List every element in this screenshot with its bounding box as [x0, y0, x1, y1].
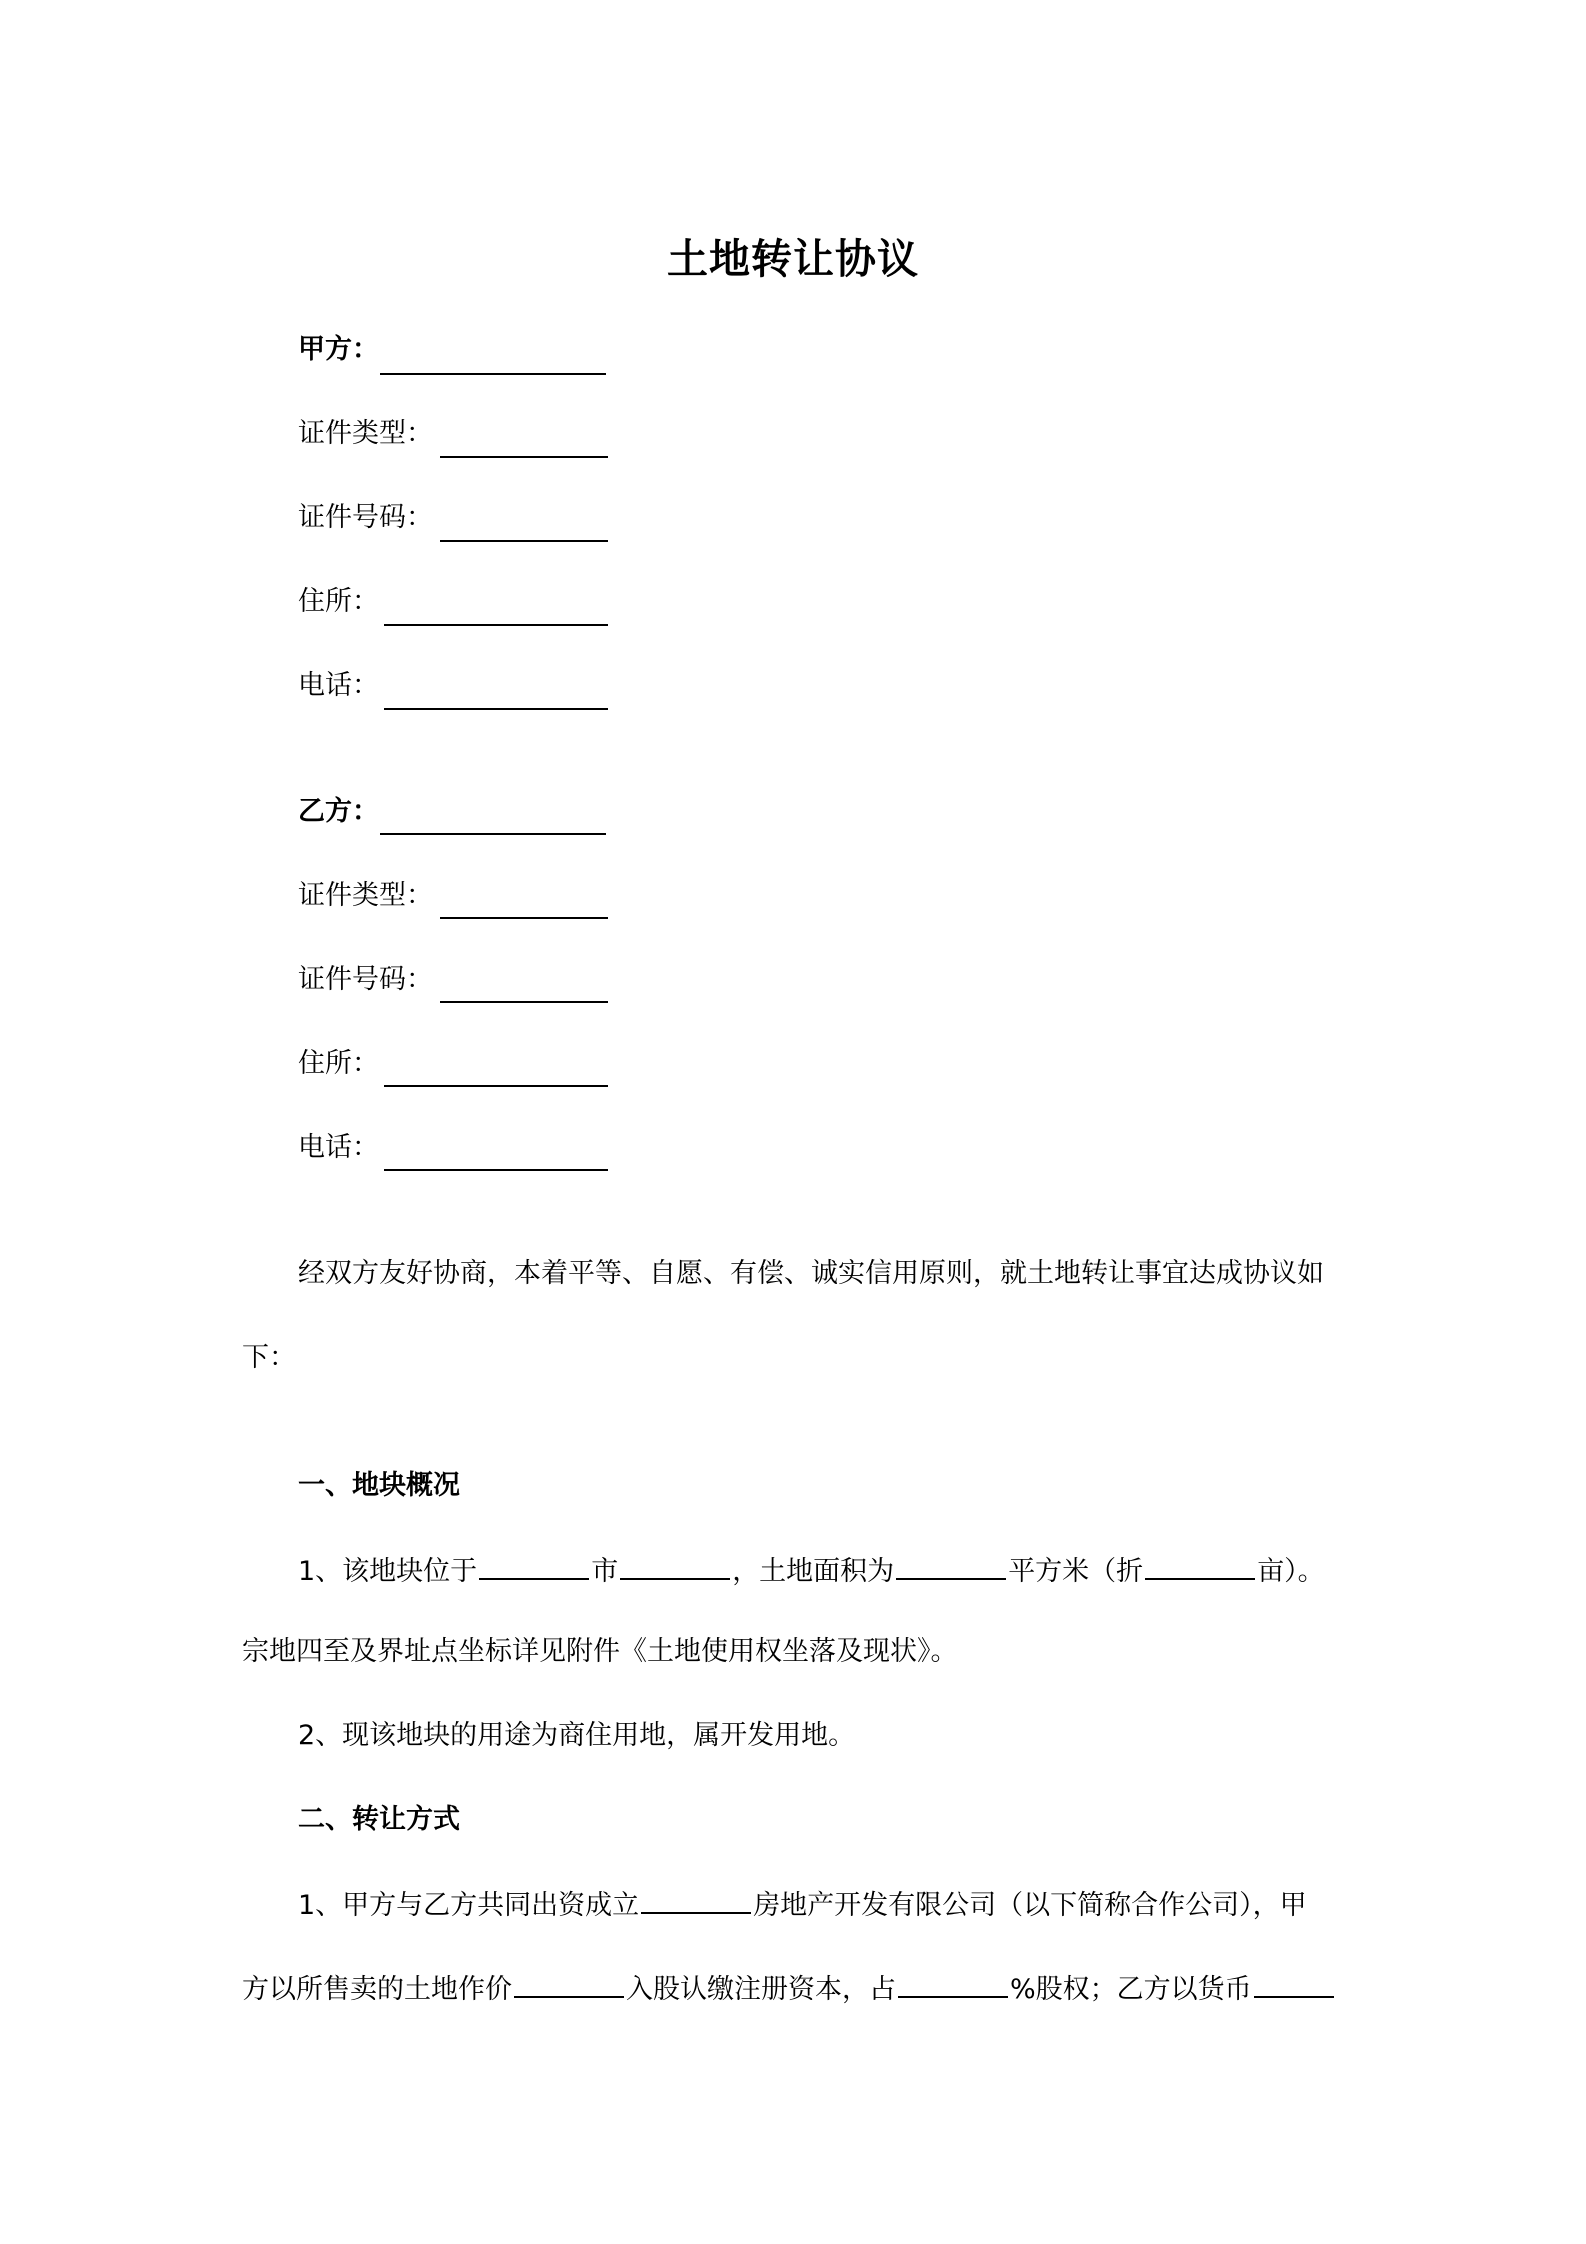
party-b-id-number-label: 证件号码：	[298, 964, 433, 995]
party-b-id-type-blank[interactable]	[440, 917, 608, 919]
section-2-item-1-line-1	[298, 1882, 1307, 1926]
party-b-phone-blank[interactable]	[384, 1169, 608, 1171]
s1-item1-text-2: 市	[591, 1556, 619, 1587]
document-title: 土地转让协议	[667, 235, 919, 283]
equity-percent-blank[interactable]	[898, 1966, 1008, 1998]
party-b-address-blank[interactable]	[384, 1085, 608, 1087]
party-a-phone-label: 电话：	[298, 670, 379, 701]
party-a-address-label: 住所：	[298, 586, 379, 617]
party-a-name-blank[interactable]	[380, 373, 606, 375]
s2-item1-text-5: %股权；乙方以货币	[1010, 1974, 1252, 2005]
s2-item1-text-1: 1、甲方与乙方共同出资成立	[298, 1890, 640, 1921]
party-a-id-number-blank[interactable]	[440, 540, 608, 542]
section-2-heading: 二、转让方式	[298, 1804, 460, 1835]
s1-item1-text-3: ，土地面积为	[732, 1556, 895, 1587]
section-1-item-2: 2、现该地块的用途为商住用地，属开发用地。	[298, 1720, 856, 1751]
intro-line-1: 经双方友好协商，本着平等、自愿、有偿、诚实信用原则，就土地转让事宜达成协议如	[298, 1258, 1324, 1289]
city-blank[interactable]	[479, 1548, 589, 1580]
district-blank[interactable]	[620, 1548, 730, 1580]
party-b-id-type-label: 证件类型：	[298, 880, 433, 911]
party-b-label: 乙方：	[298, 796, 379, 827]
party-b-address-label: 住所：	[298, 1048, 379, 1079]
area-mu-blank[interactable]	[1145, 1548, 1255, 1580]
party-b-id-number-blank[interactable]	[440, 1001, 608, 1003]
party-b-phone-label: 电话：	[298, 1132, 379, 1163]
cash-amount-blank[interactable]	[1254, 1966, 1334, 1998]
intro-line-2: 下：	[242, 1342, 296, 1373]
s2-item1-text-3: 方以所售卖的土地作价	[242, 1974, 512, 2005]
s2-item1-text-4: 入股认缴注册资本，占	[626, 1974, 896, 2005]
s1-item1-text-1: 1、该地块位于	[298, 1556, 478, 1587]
section-1-item-1-line-1	[298, 1548, 1325, 1592]
section-1-heading: 一、地块概况	[298, 1470, 460, 1501]
party-a-id-type-blank[interactable]	[440, 456, 608, 458]
section-1-item-1-line-2: 宗地四至及界址点坐标详见附件《土地使用权坐落及现状》。	[242, 1636, 958, 1667]
s2-item1-text-2: 房地产开发有限公司（以下简称合作公司），甲	[753, 1890, 1307, 1921]
party-b-name-blank[interactable]	[380, 833, 606, 835]
party-a-label: 甲方：	[298, 334, 379, 365]
area-sqm-blank[interactable]	[896, 1548, 1006, 1580]
party-a-address-blank[interactable]	[384, 624, 608, 626]
company-name-blank[interactable]	[641, 1882, 751, 1914]
section-2-item-1-line-2	[242, 1966, 1336, 2010]
land-value-blank[interactable]	[514, 1966, 624, 1998]
party-a-id-number-label: 证件号码：	[298, 502, 433, 533]
party-a-id-type-label: 证件类型：	[298, 418, 433, 449]
s1-item1-text-4: 平方米（折	[1008, 1556, 1144, 1587]
s1-item1-text-5: 亩）。	[1257, 1556, 1325, 1587]
party-a-phone-blank[interactable]	[384, 708, 608, 710]
